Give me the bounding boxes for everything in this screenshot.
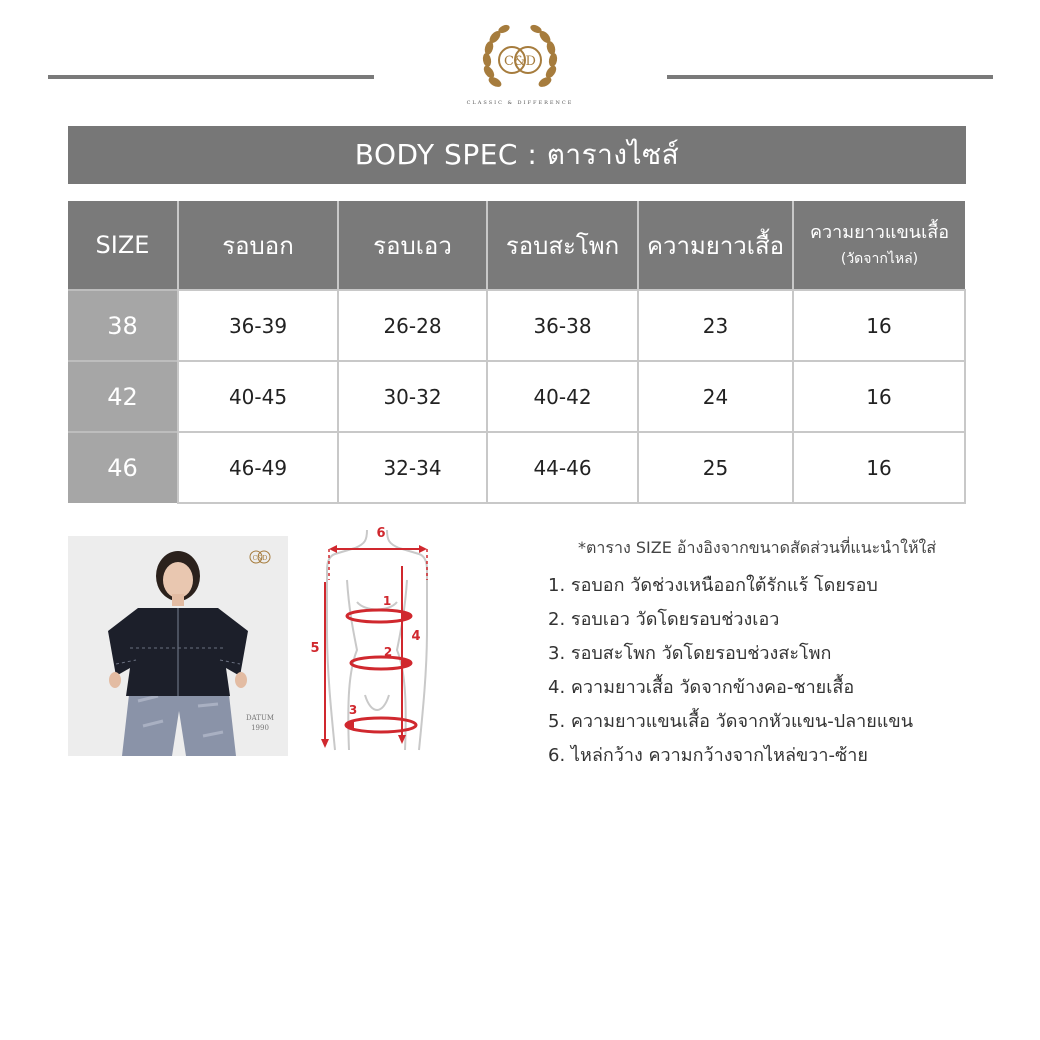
table-row (68, 290, 965, 361)
length-cell: 24 (638, 361, 793, 432)
page-title: BODY SPEC : ตารางไซส์ (68, 126, 966, 184)
note-item: 3. รอบสะโพก วัดโดยรอบช่วงสะโพก (548, 643, 832, 664)
photo-caption-2: 1990 (251, 724, 269, 732)
model-photo (68, 536, 288, 756)
waist-cell: 26-28 (338, 290, 487, 361)
note-item: 5. ความยาวแขนเสื้อ วัดจากหัวแขน-ปลายแขน (548, 711, 914, 732)
header-waist: รอบเอว (338, 201, 487, 290)
diagram-label-4: 4 (411, 629, 421, 644)
header-hip: รอบสะโพก (487, 201, 638, 290)
length-cell: 23 (638, 290, 793, 361)
length-cell: 25 (638, 432, 793, 503)
sleeve-cell: 16 (793, 361, 965, 432)
size-cell: 46 (68, 432, 178, 503)
chest-cell: 40-45 (178, 361, 338, 432)
waist-cell: 30-32 (338, 361, 487, 432)
logo-mark: C&D (504, 54, 536, 69)
chest-cell: 36-39 (178, 290, 338, 361)
note-item: 4. ความยาวเสื้อ วัดจากข้างคอ-ชายเสื้อ (548, 677, 855, 698)
waist-cell: 32-34 (338, 432, 487, 503)
header-length: ความยาวเสื้อ (638, 201, 793, 290)
hip-cell: 44-46 (487, 432, 638, 503)
chest-cell: 46-49 (178, 432, 338, 503)
divider-right (667, 75, 993, 79)
divider-left (48, 75, 374, 79)
header-sleeve: ความยาวแขนเสื้อ (วัดจากไหล่) (793, 201, 965, 290)
header-sleeve-sub: (วัดจากไหล่) (840, 251, 919, 268)
note-item: 6. ไหล่กว้าง ความกว้างจากไหล่ขวา-ซ้าย (548, 745, 868, 766)
diagram-label-6: 6 (376, 526, 386, 541)
size-cell: 42 (68, 361, 178, 432)
table-row (68, 432, 965, 503)
hip-cell: 40-42 (487, 361, 638, 432)
table-row (68, 361, 965, 432)
brand-logo (465, 20, 575, 112)
diagram-label-5: 5 (310, 641, 320, 656)
logo-tagline: CLASSIC & DIFFERENCE (466, 100, 574, 106)
size-table (68, 201, 966, 504)
header-chest: รอบอก (178, 201, 338, 290)
header-size: SIZE (68, 201, 178, 290)
laurel-icon (465, 20, 575, 100)
measurement-notes (548, 536, 988, 773)
diagram-label-1: 1 (382, 594, 392, 608)
hip-cell: 36-38 (487, 290, 638, 361)
diagram-label-2: 2 (383, 645, 393, 659)
table-header-row (68, 201, 965, 290)
note-item: 1. รอบอก วัดช่วงเหนืออกใต้รักแร้ โดยรอบ (548, 575, 878, 596)
note-item: 2. รอบเอว วัดโดยรอบช่วงเอว (548, 609, 780, 630)
diagram-label-3: 3 (348, 703, 358, 717)
measurement-diagram (305, 520, 450, 760)
notes-heading: *ตาราง SIZE อ้างอิงจากขนาดสัดส่วนที่แนะนำให้ใส่ (578, 538, 937, 557)
photo-logo-mark: C&D (252, 555, 268, 562)
size-cell: 38 (68, 290, 178, 361)
sleeve-cell: 16 (793, 432, 965, 503)
photo-caption-1: DATUM (245, 714, 275, 722)
sleeve-cell: 16 (793, 290, 965, 361)
